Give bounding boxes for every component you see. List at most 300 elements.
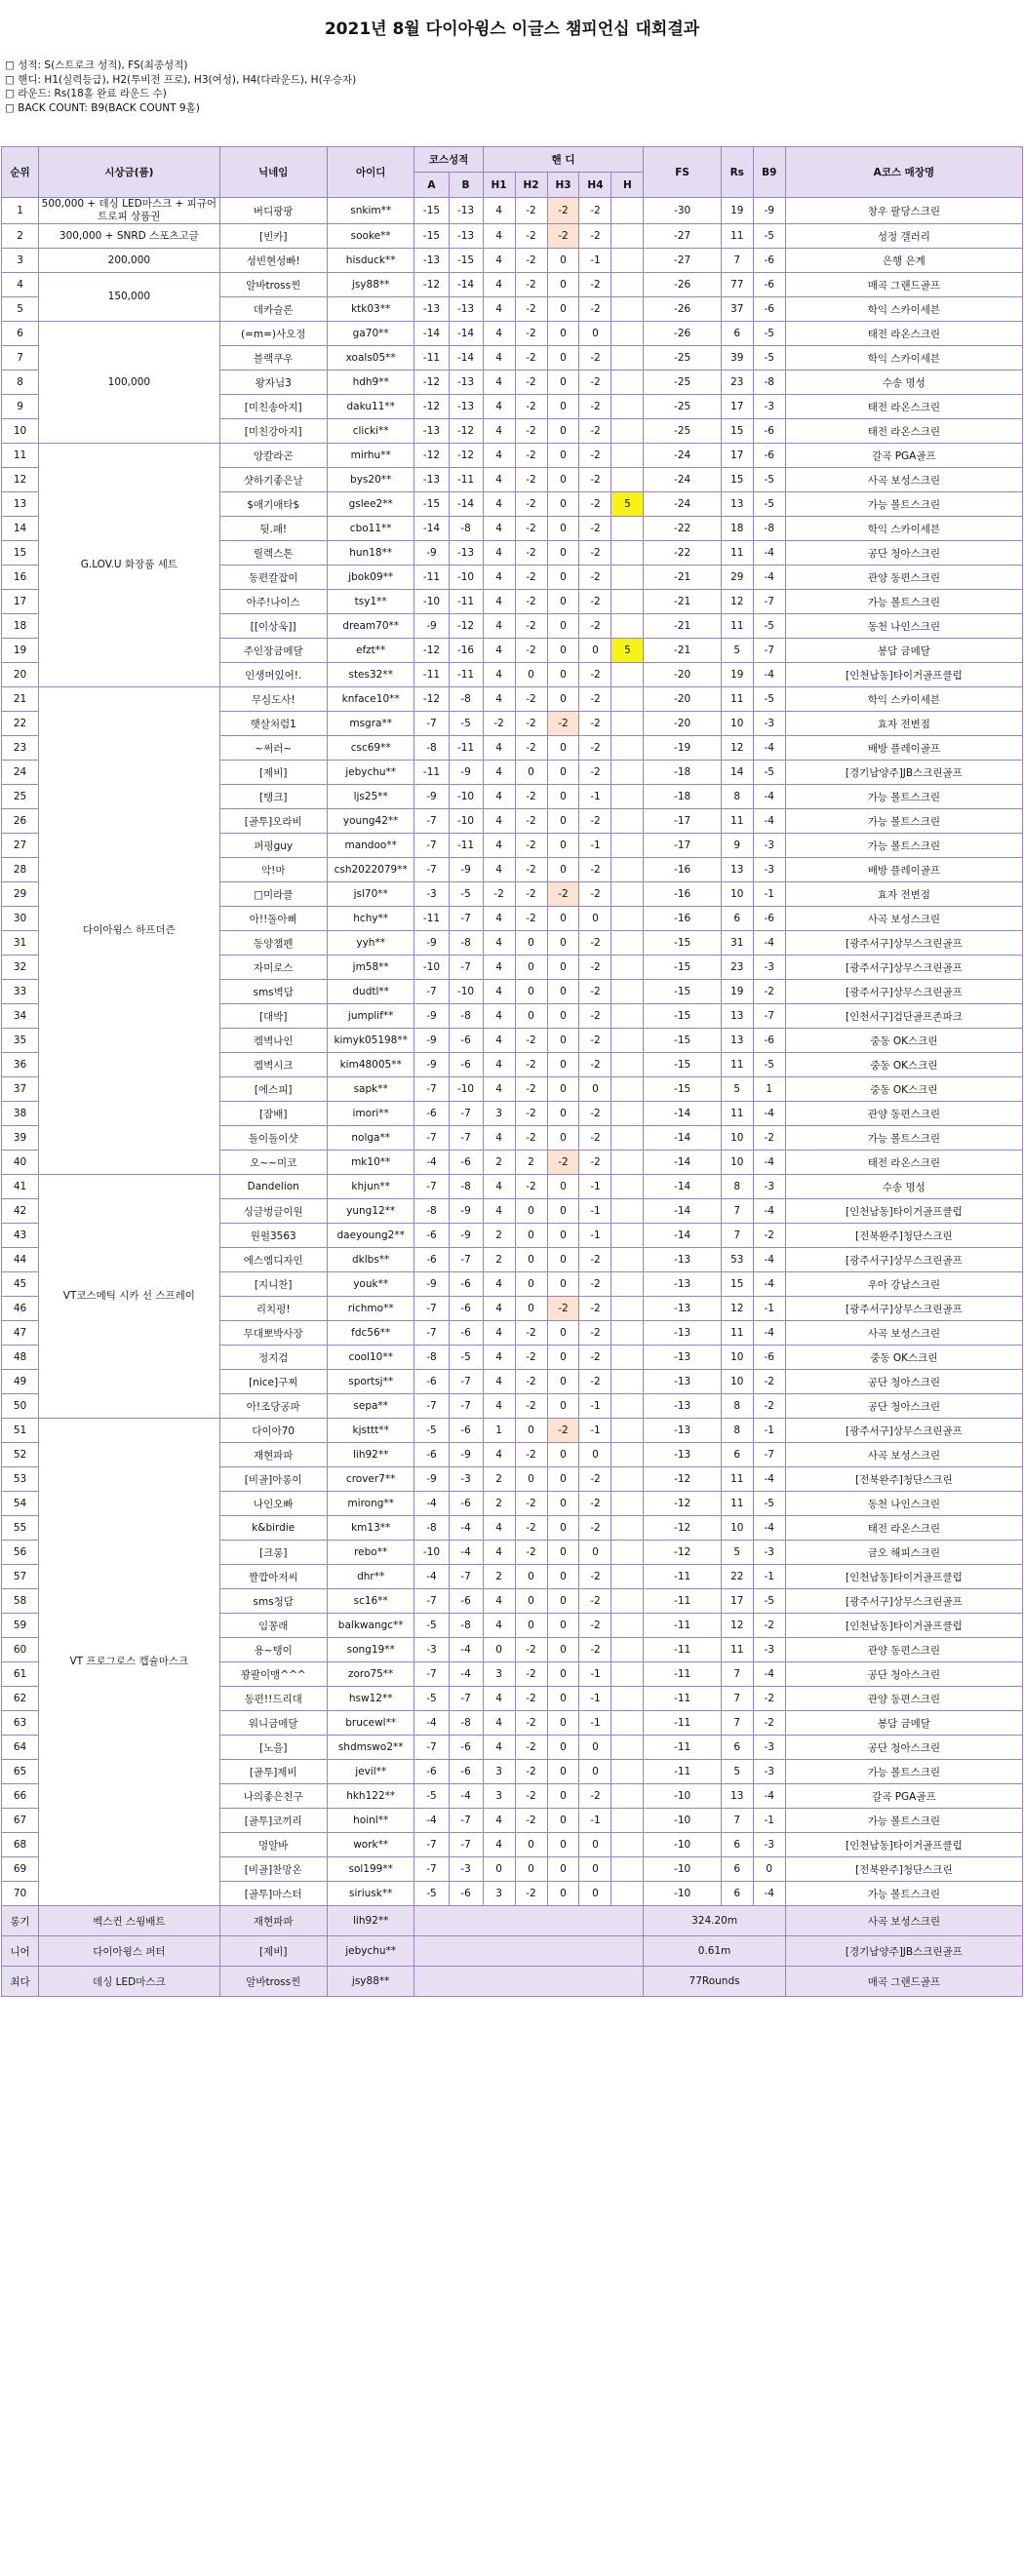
cell-handi-h4: -2 — [579, 492, 611, 517]
cell-handi-h4: -2 — [579, 1004, 611, 1029]
cell-handi-h — [611, 1053, 644, 1077]
cell-store: 공단 청아스크린 — [785, 1370, 1022, 1394]
special-cell: 데싱 LED마스크 — [39, 1967, 219, 1997]
cell-nick: [미친송아지] — [219, 395, 327, 419]
cell-handi-h2: 0 — [515, 956, 547, 980]
cell-score-b: -6 — [449, 1297, 483, 1321]
cell-handi-h4: -2 — [579, 541, 611, 566]
cell-score-b: -12 — [449, 419, 483, 444]
cell-rank: 46 — [2, 1297, 39, 1321]
cell-handi-h2: -2 — [515, 1175, 547, 1199]
cell-id: ktk03** — [327, 297, 414, 322]
cell-handi-h4: -2 — [579, 858, 611, 882]
cell-score-a: -7 — [414, 712, 449, 736]
cell-score-a: -7 — [414, 809, 449, 834]
cell-rs: 7 — [721, 1809, 753, 1833]
cell-score-a: -7 — [414, 1321, 449, 1346]
col-nick: 닉네임 — [219, 147, 327, 198]
cell-fs: -15 — [644, 1077, 721, 1102]
cell-store: 매곡 그랜드골프 — [785, 273, 1022, 297]
cell-handi-h4: -1 — [579, 785, 611, 809]
cell-rank: 65 — [2, 1760, 39, 1784]
table-row — [2, 322, 1023, 346]
cell-handi-h3: 0 — [547, 297, 579, 322]
cell-score-a: -7 — [414, 1736, 449, 1760]
cell-score-a: -13 — [414, 419, 449, 444]
cell-fs: -21 — [644, 614, 721, 639]
cell-rs: 9 — [721, 834, 753, 858]
cell-handi-h — [611, 785, 644, 809]
cell-score-a: -7 — [414, 1175, 449, 1199]
prize-cell: 150,000 — [39, 273, 219, 322]
cell-handi-h4: -2 — [579, 1321, 611, 1346]
cell-handi-h — [611, 882, 644, 907]
cell-handi-h2: -2 — [515, 297, 547, 322]
cell-store: 창우 팔당스크린 — [785, 198, 1022, 224]
cell-score-b: -6 — [449, 1053, 483, 1077]
cell-score-a: -11 — [414, 761, 449, 785]
cell-handi-h1: 4 — [483, 1004, 515, 1029]
cell-fs: -22 — [644, 541, 721, 566]
cell-nick: 버디팡팡 — [219, 198, 327, 224]
cell-score-a: -4 — [414, 1151, 449, 1175]
cell-fs: -10 — [644, 1857, 721, 1882]
cell-score-b: -8 — [449, 1614, 483, 1638]
cell-b9: -8 — [753, 371, 785, 395]
cell-handi-h2: -2 — [515, 419, 547, 444]
cell-handi-h4: -1 — [579, 1711, 611, 1736]
cell-fs: -13 — [644, 1272, 721, 1297]
cell-handi-h1: 4 — [483, 322, 515, 346]
prize-cell: 500,000 + 데싱 LED마스크 + 피규어 트로피 상품권 — [39, 198, 219, 224]
cell-score-a: -15 — [414, 492, 449, 517]
cell-fs: -11 — [644, 1614, 721, 1638]
cell-id: gslee2** — [327, 492, 414, 517]
cell-rs: 18 — [721, 517, 753, 541]
cell-fs: -27 — [644, 224, 721, 249]
cell-rs: 6 — [721, 907, 753, 931]
cell-fs: -26 — [644, 297, 721, 322]
cell-nick: 햇살처럼1 — [219, 712, 327, 736]
cell-handi-h4: -2 — [579, 273, 611, 297]
cell-store: 가능 볼트스크린 — [785, 1809, 1022, 1833]
cell-rs: 7 — [721, 1687, 753, 1711]
cell-store: 중동 OK스크린 — [785, 1077, 1022, 1102]
cell-fs: -16 — [644, 858, 721, 882]
cell-store: [인천남동]타이거골프클럽 — [785, 1199, 1022, 1224]
cell-fs: -20 — [644, 663, 721, 687]
cell-id: sooke** — [327, 224, 414, 249]
cell-handi-h4: -2 — [579, 614, 611, 639]
cell-nick: [빈카] — [219, 224, 327, 249]
cell-nick: [비골]아롱이 — [219, 1467, 327, 1492]
cell-b9: -4 — [753, 1662, 785, 1687]
cell-handi-h — [611, 1833, 644, 1857]
cell-store: 학익 스카이세븐 — [785, 346, 1022, 371]
cell-id: daeyoung2** — [327, 1224, 414, 1248]
cell-rank: 66 — [2, 1784, 39, 1809]
cell-nick: 정지검 — [219, 1346, 327, 1370]
cell-handi-h2: -2 — [515, 614, 547, 639]
cell-store: [인천남동]타이거골프클럽 — [785, 663, 1022, 687]
cell-fs: -10 — [644, 1784, 721, 1809]
cell-nick: 알바tross찐 — [219, 273, 327, 297]
cell-id: sc16** — [327, 1589, 414, 1614]
cell-nick: 퍼펑guy — [219, 834, 327, 858]
cell-store: [전북완주]청단스크린 — [785, 1224, 1022, 1248]
special-cell: lih92** — [327, 1906, 414, 1936]
cell-handi-h1: 4 — [483, 1394, 515, 1419]
cell-handi-h — [611, 1565, 644, 1589]
cell-rank: 5 — [2, 297, 39, 322]
cell-nick: [크롱] — [219, 1541, 327, 1565]
cell-fs: -21 — [644, 590, 721, 614]
cell-handi-h2: -2 — [515, 785, 547, 809]
cell-handi-h1: 4 — [483, 1126, 515, 1151]
cell-handi-h4: -2 — [579, 980, 611, 1004]
cell-nick: 아주!나이스 — [219, 590, 327, 614]
cell-handi-h3: 0 — [547, 736, 579, 761]
cell-handi-h3: 0 — [547, 834, 579, 858]
cell-nick: 왕자님3 — [219, 371, 327, 395]
cell-rank: 22 — [2, 712, 39, 736]
cell-handi-h3: 0 — [547, 1614, 579, 1638]
cell-store: 관양 동편스크린 — [785, 566, 1022, 590]
cell-store: 관양 동편스크린 — [785, 1687, 1022, 1711]
cell-rs: 11 — [721, 541, 753, 566]
cell-handi-h1: 4 — [483, 1053, 515, 1077]
cell-b9: -2 — [753, 980, 785, 1004]
cell-handi-h1: 2 — [483, 1565, 515, 1589]
cell-rank: 3 — [2, 249, 39, 273]
cell-handi-h4: -2 — [579, 956, 611, 980]
cell-score-b: -6 — [449, 1151, 483, 1175]
cell-id: brucewl** — [327, 1711, 414, 1736]
cell-score-b: -5 — [449, 882, 483, 907]
cell-handi-h2: 0 — [515, 1272, 547, 1297]
cell-handi-h — [611, 1297, 644, 1321]
cell-b9: -2 — [753, 1394, 785, 1419]
cell-rs: 6 — [721, 1882, 753, 1906]
cell-score-b: -13 — [449, 395, 483, 419]
cell-store: 사곡 보성스크린 — [785, 1321, 1022, 1346]
cell-nick: [골투]코끼리 — [219, 1809, 327, 1833]
cell-score-a: -8 — [414, 1516, 449, 1541]
cell-handi-h3: 0 — [547, 1321, 579, 1346]
cell-handi-h — [611, 1199, 644, 1224]
cell-score-a: -7 — [414, 1077, 449, 1102]
cell-handi-h2: -2 — [515, 1687, 547, 1711]
cell-handi-h1: 4 — [483, 492, 515, 517]
cell-b9: -4 — [753, 566, 785, 590]
cell-rank: 52 — [2, 1443, 39, 1467]
cell-handi-h — [611, 1004, 644, 1029]
cell-handi-h1: 3 — [483, 1784, 515, 1809]
cell-handi-h3: 0 — [547, 1687, 579, 1711]
cell-rs: 22 — [721, 1565, 753, 1589]
cell-handi-h4: -2 — [579, 1565, 611, 1589]
cell-handi-h1: 4 — [483, 663, 515, 687]
cell-score-b: -10 — [449, 566, 483, 590]
cell-handi-h — [611, 273, 644, 297]
cell-fs: -27 — [644, 249, 721, 273]
cell-store: [광주서구]상무스크린골프 — [785, 1297, 1022, 1321]
cell-handi-h3: 0 — [547, 1492, 579, 1516]
cell-b9: -3 — [753, 1175, 785, 1199]
cell-rank: 42 — [2, 1199, 39, 1224]
cell-rank: 37 — [2, 1077, 39, 1102]
cell-b9: -2 — [753, 1614, 785, 1638]
cell-score-b: -11 — [449, 736, 483, 761]
cell-score-b: -4 — [449, 1516, 483, 1541]
cell-handi-h4: -1 — [579, 1175, 611, 1199]
cell-rank: 45 — [2, 1272, 39, 1297]
cell-handi-h3: 0 — [547, 1760, 579, 1784]
cell-nick: 임꽁래 — [219, 1614, 327, 1638]
cell-handi-h3: 0 — [547, 663, 579, 687]
cell-handi-h — [611, 736, 644, 761]
cell-rs: 7 — [721, 1199, 753, 1224]
col-h: H — [611, 173, 644, 198]
cell-score-a: -5 — [414, 1419, 449, 1443]
cell-b9: -5 — [753, 1053, 785, 1077]
cell-handi-h4: -1 — [579, 1662, 611, 1687]
col-h3: H3 — [547, 173, 579, 198]
cell-score-b: -15 — [449, 249, 483, 273]
cell-id: dhr** — [327, 1565, 414, 1589]
cell-score-b: -4 — [449, 1662, 483, 1687]
cell-fs: -11 — [644, 1760, 721, 1784]
cell-handi-h3: 0 — [547, 980, 579, 1004]
cell-handi-h3: 0 — [547, 858, 579, 882]
cell-score-a: -9 — [414, 931, 449, 956]
cell-handi-h4: -2 — [579, 1053, 611, 1077]
cell-rs: 8 — [721, 1419, 753, 1443]
cell-handi-h — [611, 687, 644, 712]
cell-rs: 11 — [721, 224, 753, 249]
cell-id: mirhu** — [327, 444, 414, 468]
cell-fs: -14 — [644, 1199, 721, 1224]
cell-store: 태전 라온스크린 — [785, 1151, 1022, 1175]
cell-fs: -13 — [644, 1419, 721, 1443]
cell-handi-h3: 0 — [547, 1370, 579, 1394]
cell-id: mandoo** — [327, 834, 414, 858]
cell-store: 사곡 보성스크린 — [785, 468, 1022, 492]
cell-handi-h1: 4 — [483, 1516, 515, 1541]
cell-store: [광주서구]상무스크린골프 — [785, 980, 1022, 1004]
cell-store: 수송 명성 — [785, 371, 1022, 395]
cell-b9: -2 — [753, 1126, 785, 1151]
cell-rank: 34 — [2, 1004, 39, 1029]
note-line: □ 라운드: Rs(18홀 완료 라운드 수) — [5, 88, 167, 99]
cell-fs: -11 — [644, 1736, 721, 1760]
cell-b9: -4 — [753, 809, 785, 834]
cell-score-b: -13 — [449, 224, 483, 249]
cell-handi-h2: -2 — [515, 736, 547, 761]
cell-rs: 23 — [721, 371, 753, 395]
cell-rank: 33 — [2, 980, 39, 1004]
cell-nick: 아!!돌아삐 — [219, 907, 327, 931]
cell-handi-h1: 4 — [483, 980, 515, 1004]
cell-b9: -4 — [753, 1467, 785, 1492]
cell-score-b: -4 — [449, 1638, 483, 1662]
cell-handi-h3: 0 — [547, 1199, 579, 1224]
cell-rs: 7 — [721, 1662, 753, 1687]
cell-rs: 11 — [721, 809, 753, 834]
cell-nick: [nice]구찌 — [219, 1370, 327, 1394]
cell-rs: 10 — [721, 882, 753, 907]
special-empty — [414, 1906, 644, 1936]
cell-handi-h1: 4 — [483, 1077, 515, 1102]
cell-id: young42** — [327, 809, 414, 834]
cell-handi-h4: -2 — [579, 297, 611, 322]
cell-b9: -6 — [753, 1346, 785, 1370]
cell-handi-h3: 0 — [547, 761, 579, 785]
cell-handi-h1: 4 — [483, 224, 515, 249]
cell-handi-h2: -2 — [515, 1809, 547, 1833]
cell-handi-h2: -2 — [515, 1541, 547, 1565]
cell-score-b: -6 — [449, 1882, 483, 1906]
cell-b9: -3 — [753, 1760, 785, 1784]
cell-handi-h2: 0 — [515, 1004, 547, 1029]
cell-handi-h — [611, 1541, 644, 1565]
cell-handi-h4: 0 — [579, 1077, 611, 1102]
cell-score-b: -7 — [449, 1248, 483, 1272]
cell-handi-h2: -2 — [515, 1126, 547, 1151]
cell-score-a: -5 — [414, 1882, 449, 1906]
table-row — [2, 1175, 1023, 1199]
cell-handi-h — [611, 444, 644, 468]
cell-rank: 51 — [2, 1419, 39, 1443]
special-cell: 매곡 그랜드골프 — [785, 1967, 1022, 1997]
cell-id: jsy88** — [327, 273, 414, 297]
cell-b9: -7 — [753, 639, 785, 663]
cell-id: siriusk** — [327, 1882, 414, 1906]
cell-rank: 16 — [2, 566, 39, 590]
cell-nick: [탱크] — [219, 785, 327, 809]
cell-fs: -17 — [644, 834, 721, 858]
cell-score-b: -6 — [449, 1736, 483, 1760]
cell-handi-h4: 0 — [579, 1760, 611, 1784]
cell-handi-h1: -2 — [483, 712, 515, 736]
cell-fs: -15 — [644, 1029, 721, 1053]
col-handi: 핸 디 — [483, 147, 644, 173]
cell-rank: 2 — [2, 224, 39, 249]
cell-store: 공단 청아스크린 — [785, 1394, 1022, 1419]
cell-store: [광주서구]상무스크린골프 — [785, 1419, 1022, 1443]
table-row — [2, 444, 1023, 468]
col-rank: 순위 — [2, 147, 39, 198]
cell-handi-h3: 0 — [547, 931, 579, 956]
cell-store: 봉담 금메달 — [785, 639, 1022, 663]
cell-b9: -2 — [753, 1370, 785, 1394]
cell-handi-h2: 0 — [515, 1419, 547, 1443]
cell-handi-h3: -2 — [547, 224, 579, 249]
cell-handi-h — [611, 249, 644, 273]
cell-handi-h1: 4 — [483, 395, 515, 419]
cell-score-a: -13 — [414, 468, 449, 492]
cell-nick: 나의좋은친구 — [219, 1784, 327, 1809]
cell-handi-h3: 0 — [547, 1833, 579, 1857]
cell-score-a: -10 — [414, 956, 449, 980]
cell-store: 학익 스카이세븐 — [785, 517, 1022, 541]
cell-rank: 63 — [2, 1711, 39, 1736]
cell-handi-h4: -2 — [579, 1614, 611, 1638]
cell-id: csh2022079** — [327, 858, 414, 882]
cell-handi-h3: 0 — [547, 1029, 579, 1053]
cell-nick: [비골]찬망온 — [219, 1857, 327, 1882]
cell-score-a: -9 — [414, 1272, 449, 1297]
cell-store: 은행 은계 — [785, 249, 1022, 273]
cell-handi-h4: -1 — [579, 1687, 611, 1711]
cell-rs: 13 — [721, 492, 753, 517]
cell-handi-h1: 4 — [483, 858, 515, 882]
cell-handi-h1: 4 — [483, 1736, 515, 1760]
cell-id: tsy1** — [327, 590, 414, 614]
cell-handi-h1: 4 — [483, 517, 515, 541]
cell-handi-h1: 4 — [483, 468, 515, 492]
cell-handi-h2: -2 — [515, 468, 547, 492]
cell-handi-h2: 0 — [515, 1833, 547, 1857]
cell-handi-h1: 0 — [483, 1638, 515, 1662]
cell-nick: [미친강아지] — [219, 419, 327, 444]
cell-rs: 19 — [721, 980, 753, 1004]
cell-id: jumplif** — [327, 1004, 414, 1029]
cell-nick: 워니금메달 — [219, 1711, 327, 1736]
cell-handi-h1: 4 — [483, 1272, 515, 1297]
cell-handi-h1: 4 — [483, 566, 515, 590]
cell-fs: -14 — [644, 1224, 721, 1248]
cell-handi-h2: 0 — [515, 1857, 547, 1882]
cell-b9: -5 — [753, 614, 785, 639]
cell-b9: -5 — [753, 468, 785, 492]
cell-handi-h — [611, 198, 644, 224]
cell-id: rebo** — [327, 1541, 414, 1565]
cell-handi-h — [611, 468, 644, 492]
cell-nick: [노을] — [219, 1736, 327, 1760]
cell-b9: -7 — [753, 1443, 785, 1467]
cell-store: [광주서구]상무스크린골프 — [785, 931, 1022, 956]
cell-score-a: -15 — [414, 224, 449, 249]
cell-handi-h — [611, 395, 644, 419]
cell-handi-h — [611, 1126, 644, 1151]
cell-b9: -5 — [753, 1589, 785, 1614]
cell-handi-h1: 2 — [483, 1492, 515, 1516]
cell-handi-h3: -2 — [547, 1297, 579, 1321]
cell-score-b: -6 — [449, 1029, 483, 1053]
cell-score-a: -7 — [414, 1394, 449, 1419]
cell-handi-h3: -2 — [547, 198, 579, 224]
cell-id: imori** — [327, 1102, 414, 1126]
cell-rs: 77 — [721, 273, 753, 297]
cell-handi-h4: 0 — [579, 322, 611, 346]
cell-handi-h4: -2 — [579, 1029, 611, 1053]
cell-handi-h2: -2 — [515, 590, 547, 614]
cell-handi-h2: -2 — [515, 1370, 547, 1394]
cell-nick: 블랙쿠우 — [219, 346, 327, 371]
cell-nick: [골투]마스터 — [219, 1882, 327, 1906]
cell-rs: 23 — [721, 956, 753, 980]
cell-handi-h1: 4 — [483, 761, 515, 785]
cell-handi-h3: 0 — [547, 1126, 579, 1151]
cell-handi-h1: 4 — [483, 297, 515, 322]
cell-handi-h4: -1 — [579, 1419, 611, 1443]
cell-handi-h2: -2 — [515, 1346, 547, 1370]
cell-handi-h3: 0 — [547, 1589, 579, 1614]
cell-score-b: -14 — [449, 346, 483, 371]
cell-rs: 8 — [721, 785, 753, 809]
cell-handi-h3: 0 — [547, 1077, 579, 1102]
